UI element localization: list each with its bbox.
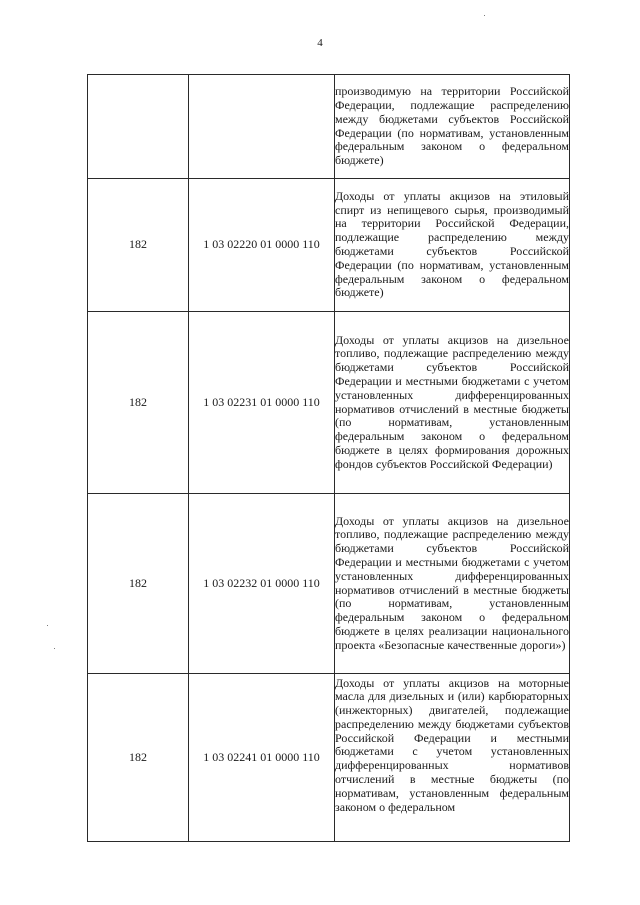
kbk-code-cell: 1 03 02220 01 0000 110 [189,179,335,312]
revenue-name-text: Доходы от уплаты акцизов на этиловый спирт из непищевого сырья, производимый на территории Российской Федерации, подлежащие распределению между бюджетами субъектов Российской Федерации (по нормативам, установленным федеральным законом о федеральном бюджете) [335,188,569,300]
admin-code-cell: 182 [88,312,189,494]
revenue-name-text: производимую на территории Российской Федерации, подлежащие распределению между бюджетами субъектов Российской Федерации (по нормативам, установленным федеральным законом о федеральном бюджете) [335,84,569,168]
table-row [88,674,570,842]
table-row [88,312,570,494]
table-row [88,179,570,312]
table-row [88,494,570,674]
revenue-name-text: Доходы от уплаты акцизов на моторные масла для дизельных и (или) карбюраторных (инжекторных) двигателей, подлежащие распределению между бюджетами субъектов Российской Федерации и местными бюджетами с учетом установленных дифференцированных нормативов отчислений в местные бюджеты (по нормативам, установленным федеральным законом о федеральном [335,676,569,814]
revenue-name-cell [335,494,570,674]
revenue-name-text: Доходы от уплаты акцизов на дизельное топливо, подлежащие распределению между бюджетами субъектов Российской Федерации и местными бюджетами с учетом установленных дифференцированных нормативов отчислений в местные бюджеты (по нормативам, установленным федеральным законом о федеральном бюджете в целях формирования дорожных фондов субъектов Российской Федерации) [335,332,569,471]
scan-speck [54,648,55,649]
revenue-name-cell [335,312,570,494]
revenue-name-text: Доходы от уплаты акцизов на дизельное топливо, подлежащие распределению между бюджетами субъектов Российской Федерации и местными бюджетами с учетом установленных дифференцированных нормативов отчислений в местные бюджеты (по нормативам, установленным федеральным законом о федеральном бюджете в целях реализации национального проекта «Безопасные качественные дороги») [335,513,569,652]
kbk-code-cell: 1 03 02232 01 0000 110 [189,494,335,674]
page-number: 4 [317,37,323,49]
revenue-codes-table [87,74,570,842]
scan-speck [47,625,48,626]
revenue-name-cell [335,179,570,312]
kbk-code-cell: 1 03 02241 01 0000 110 [189,674,335,842]
admin-code-cell [88,75,189,179]
revenue-name-clip [335,677,569,839]
admin-code-cell: 182 [88,674,189,842]
revenue-name-cell [335,75,570,179]
kbk-code-cell [189,75,335,179]
admin-code-cell: 182 [88,494,189,674]
scan-speck [484,15,485,16]
revenue-name-cell [335,674,570,842]
admin-code-cell: 182 [88,179,189,312]
table-row [88,75,570,179]
kbk-code-cell: 1 03 02231 01 0000 110 [189,312,335,494]
